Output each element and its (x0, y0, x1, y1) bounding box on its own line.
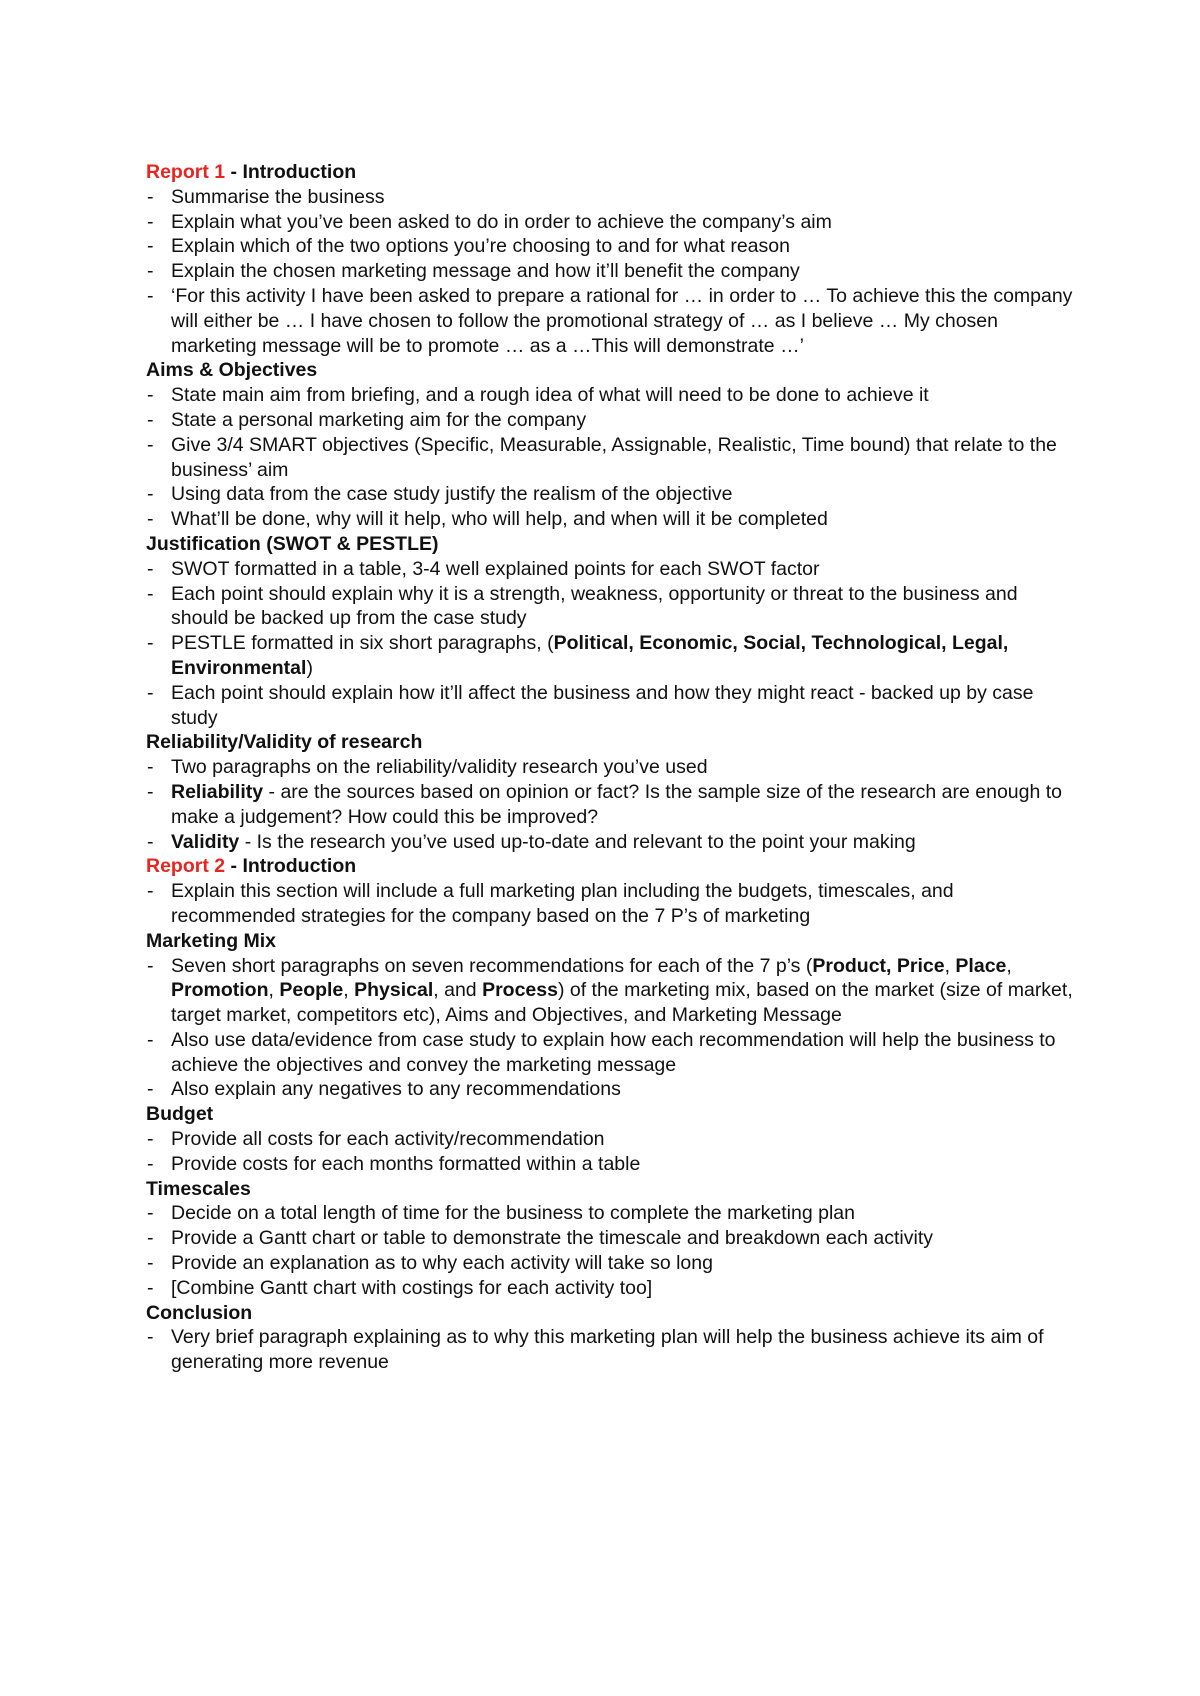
list-item: - Decide on a total length of time for the business to complete the marketing plan (146, 1201, 1076, 1226)
marketing-mix-list (146, 954, 1076, 1103)
list-item: - Provide an explanation as to why each activity will take so long (146, 1251, 1076, 1276)
list-item: - Each point should explain why it is a strength, weakness, opportunity or threat to the business and should be backed up from the case study (146, 582, 1076, 632)
list-item-pestle (146, 631, 1076, 681)
pestle-prefix: PESTLE formatted in six short paragraphs, ( (171, 632, 554, 655)
report1-intro-list (146, 185, 1076, 359)
timescales-heading: Timescales (146, 1177, 251, 1200)
list-item: - Two paragraphs on the reliability/validity research you’ve used (146, 755, 1076, 780)
reliability-text: - are the sources based on opinion or fact? Is the sample size of the research are enough to make a judgement? How could this be improved? (171, 780, 1063, 828)
document-page (146, 160, 1076, 1375)
reliability-heading: Reliability/Validity of research (146, 731, 423, 754)
list-item-validity (146, 830, 1076, 855)
list-item-reliability (146, 780, 1076, 830)
validity-text: - Is the research you’ve used up-to-date and relevant to the point your making (239, 830, 916, 853)
list-item: - Provide costs for each months formatted within a table (146, 1152, 1076, 1177)
aims-heading: Aims & Objectives (146, 359, 318, 382)
budget-heading: Budget (146, 1103, 214, 1126)
list-item: - [Combine Gantt chart with costings for each activity too] (146, 1276, 1076, 1301)
report2-intro-title: - Introduction (225, 855, 357, 878)
pestle-factors: Political, Economic, Social, Technological, Legal, Environmental (171, 632, 1009, 679)
list-item: - Provide all costs for each activity/recommendation (146, 1127, 1076, 1152)
list-item: - ‘For this activity I have been asked to prepare a rational for … in order to … To achieve this the company will either be … I have chosen to follow the promotional strategy of … as I believe … My chosen marketing message will be to promote … as a …This will demonstrate …’ (146, 284, 1076, 358)
report1-intro-heading (146, 160, 1076, 185)
pestle-suffix: ) (306, 656, 313, 679)
list-item: - State main aim from briefing, and a rough idea of what will need to be done to achieve it (146, 383, 1076, 408)
marketing-mix-heading: Marketing Mix (146, 929, 277, 952)
report2-intro-heading (146, 854, 1076, 879)
list-item: - Give 3/4 SMART objectives (Specific, Measurable, Assignable, Realistic, Time bound) that relate to the business’ aim (146, 433, 1076, 483)
mix-text: , (1006, 954, 1012, 977)
justification-heading: Justification (SWOT & PESTLE) (146, 532, 439, 555)
list-item: - State a personal marketing aim for the company (146, 408, 1076, 433)
report1-intro-title: - Introduction (225, 161, 357, 183)
mix-text: , and (433, 979, 483, 1002)
list-item: - Explain what you’ve been asked to do in order to achieve the company’s aim (146, 210, 1076, 235)
mix-bold: Product, Price (812, 954, 945, 977)
list-item: - Summarise the business (146, 185, 1076, 210)
mix-text: Seven short paragraphs on seven recommendations for each of the 7 p’s ( (171, 954, 813, 977)
list-item: - Explain the chosen marketing message and how it’ll benefit the company (146, 259, 1076, 284)
mix-bold: Promotion (171, 979, 269, 1002)
validity-label: Validity (171, 830, 240, 853)
justification-list (146, 557, 1076, 731)
aims-list (146, 383, 1076, 532)
list-item: - Provide a Gantt chart or table to demonstrate the timescale and breakdown each activity (146, 1226, 1076, 1251)
list-item: - Also use data/evidence from case study to explain how each recommendation will help the business to achieve the objectives and convey the marketing message (146, 1028, 1076, 1078)
mix-text: , (343, 979, 355, 1002)
conclusion-heading: Conclusion (146, 1301, 253, 1324)
mix-text: , (268, 979, 280, 1002)
list-item: - Explain which of the two options you’re choosing to and for what reason (146, 234, 1076, 259)
mix-bold: Place (955, 954, 1007, 977)
report2-label: Report 2 (146, 855, 226, 878)
conclusion-list (146, 1325, 1076, 1375)
mix-bold: Physical (354, 979, 434, 1002)
report2-intro-list (146, 879, 1076, 929)
list-item: - SWOT formatted in a table, 3-4 well explained points for each SWOT factor (146, 557, 1076, 582)
list-item: - Using data from the case study justify the realism of the objective (146, 482, 1076, 507)
budget-list (146, 1127, 1076, 1177)
mix-bold: Process (482, 979, 558, 1002)
mix-text: ) of the marketing mix, based on the market (size of market, target market, competitors etc), Aims and Objectives, and Marketing Message (171, 979, 1073, 1027)
mix-bold: People (279, 979, 344, 1002)
reliability-list (146, 755, 1076, 854)
reliability-label: Reliability (171, 780, 264, 803)
list-item: - Explain this section will include a full marketing plan including the budgets, timescales, and recommended strategies for the company based on the 7 P’s of marketing (146, 879, 1076, 929)
list-item: - Also explain any negatives to any recommendations (146, 1077, 1076, 1102)
list-item: - What’ll be done, why will it help, who will help, and when will it be completed (146, 507, 1076, 532)
report1-label: Report 1 (146, 161, 226, 183)
list-item: - Each point should explain how it’ll affect the business and how they might react - backed up by case study (146, 681, 1076, 731)
list-item: - Very brief paragraph explaining as to why this marketing plan will help the business achieve its aim of generating more revenue (146, 1325, 1076, 1375)
timescales-list (146, 1201, 1076, 1300)
list-item-seven-ps (146, 954, 1076, 1028)
mix-text: , (944, 954, 956, 977)
